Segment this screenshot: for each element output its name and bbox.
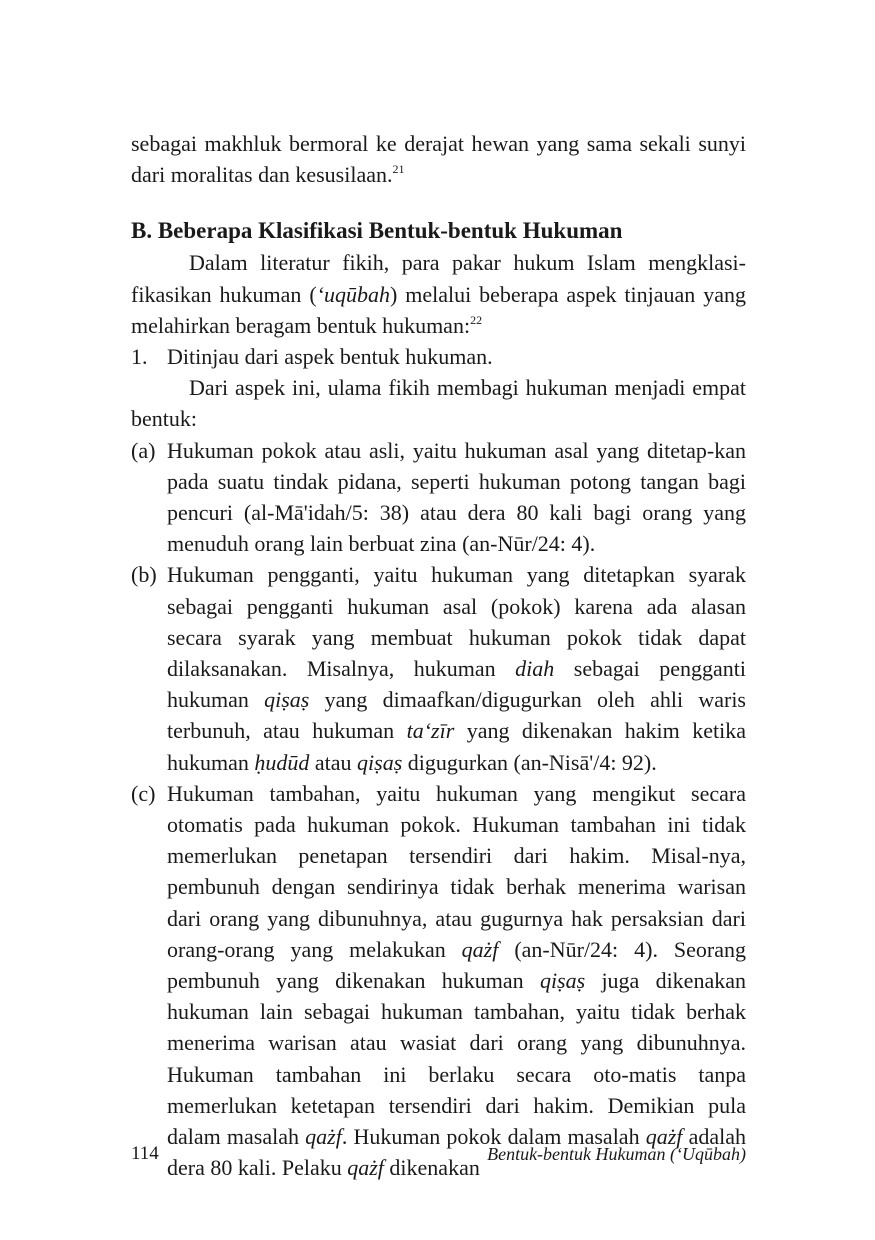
aspect-paragraph: Dari aspek ini, ulama fikih membagi hukuman menjadi empat bentuk: — [131, 375, 746, 432]
list-item-text: Ditinjau dari aspek bentuk hukuman. — [167, 344, 493, 370]
text-run: juga dikenakan hukuman lain sebagai hukuman tambahan, yaitu tidak berhak menerima warisan atau wasiat dari orang yang dibunuhnya. Hukuman tambahan ini berlaku secara oto-matis tanpa memerlukan ketetapan tersendiri dari hakim. Demikian pula dalam masalah — [167, 968, 746, 1150]
list-item-a — [131, 435, 746, 560]
list-label: (a) — [131, 437, 156, 463]
list-label: (b) — [131, 562, 157, 588]
text-run: (an-Nūr/24: 4). Seorang pembunuh yang dikenakan hukuman — [167, 936, 746, 994]
text-run: adalah dera 80 kali. Pelaku — [167, 1124, 746, 1181]
text-run: Hukuman tambahan, yaitu hukuman yang mengikut secara otomatis pada hukuman pokok. Hukuman tambahan ini tidak memerlukan penetapan tersendiri dari hakim. Misal-nya, pembunuh dengan sendirinya tidak berhak menerima warisan dari orang yang dibunuhnya, atau gugurnya hak persaksian dari orang-orang yang melakukan — [167, 780, 746, 962]
section-paragraph — [131, 247, 746, 341]
list-number: 1. — [131, 344, 148, 370]
section-paragraph-term: ‘uqūbah — [316, 281, 390, 307]
italic-term: qiṣaṣ — [539, 968, 586, 994]
text-run: dikenakan — [383, 1155, 480, 1181]
list-item-text: Hukuman pokok atau asli, yaitu hukuman asal yang ditetap-kan pada suatu tindak pidana, seperti hukuman potong tangan bagi pencuri (al-Mā'idah/5: 38) atau dera 80 kali bagi orang yang menuduh orang lain berbuat zina (an-Nūr/24: 4). — [167, 437, 746, 557]
section-paragraph-text: Dalam literatur fikih, para pakar hukum Islam mengklasi-fikasikan hukuman ( — [131, 250, 746, 307]
text-run: yang dimaafkan/digugurkan oleh ahli waris terbunuh, atau hukuman — [167, 687, 746, 744]
italic-term: qażf — [645, 1124, 683, 1150]
section-paragraph-text: ) melalui beberapa aspek tinjauan yang melahirkan beragam bentuk hukuman: — [131, 281, 746, 338]
footnote-marker: 21 — [392, 162, 405, 177]
text-run: yang dikenakan hakim ketika hukuman — [167, 718, 746, 775]
intro-text: sebagai makhluk bermoral ke derajat hewan yang sama sekali sunyi dari moralitas dan kesusilaan. — [131, 131, 746, 188]
italic-term: qiṣaṣ — [357, 749, 403, 775]
intro-paragraph — [131, 128, 746, 190]
running-title: Bentuk-bentuk Hukuman (‘Uqūbah) — [487, 1144, 746, 1164]
list-item-text — [167, 559, 746, 777]
italic-term: qażf — [461, 936, 499, 962]
list-item-text — [167, 778, 746, 1184]
footnote-marker: 22 — [470, 312, 483, 327]
list-item-b — [131, 559, 746, 777]
italic-term: qażf — [305, 1124, 342, 1150]
italic-term: diah — [515, 656, 555, 682]
italic-term: ḥudūd — [254, 749, 310, 775]
text-run: sebagai pengganti hukuman — [167, 656, 746, 713]
italic-term: ta‘zīr — [406, 718, 455, 744]
text-run: atau — [309, 749, 358, 775]
text-run: . Hukuman pokok dalam masalah — [341, 1124, 646, 1150]
numbered-list-item — [131, 341, 746, 372]
text-run: Hukuman pengganti, yaitu hukuman yang ditetapkan syarak sebagai pengganti hukuman asal (pokok) karena ada alasan secara syarak yang membuat hukuman pokok tidak dapat dilaksanakan. Misalnya, hukuman — [167, 562, 746, 682]
section-heading: B. Beberapa Klasifikasi Bentuk-bentuk Hukuman — [131, 218, 623, 244]
text-run: digugurkan (an-Nisā'/4: 92). — [402, 749, 657, 775]
page-number: 114 — [131, 1143, 159, 1164]
italic-term: qażf — [347, 1155, 384, 1181]
list-item-c — [131, 778, 746, 1184]
list-label: (c) — [131, 780, 156, 806]
italic-term: qiṣaṣ — [264, 687, 310, 713]
page-body — [131, 128, 746, 1184]
